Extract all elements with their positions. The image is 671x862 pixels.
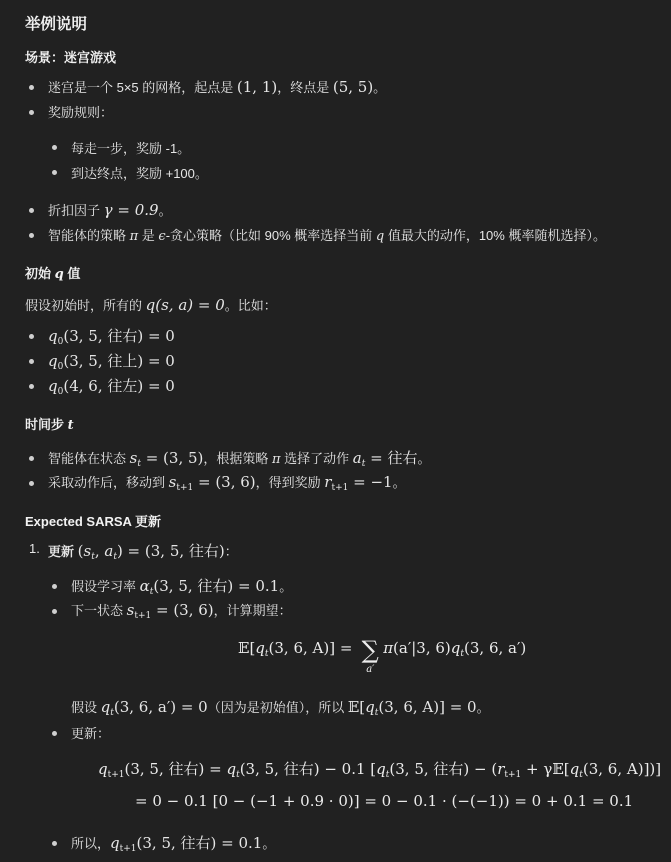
initial-q-heading	[25, 263, 80, 282]
eq1-part-d: + γ𝔼[	[521, 760, 570, 778]
ts2-state: = (3, 6)	[193, 473, 256, 491]
bullet	[29, 359, 34, 364]
ts1-state: = (3, 5)	[140, 449, 204, 467]
timestep-line-1: 智能体在状态 $s_t = (3$, 5)，根据策略 π 选择了动作 $a_t$ = 往右。	[48, 449, 431, 469]
bullet	[52, 584, 57, 589]
initial-q-args: (3, 5, 往上) = 0	[63, 352, 175, 370]
ts1-text-c: 选择了动作	[280, 451, 353, 466]
reward-goal: 到达终点，奖励 +100。	[71, 166, 208, 181]
policy-text-d: 值最大的动作，10% 概率随机选择）。	[384, 228, 606, 243]
expect-rhs-pi: (a′|3, 6)	[393, 639, 451, 657]
assume-text-a: 假设	[71, 700, 101, 715]
initial-q-args: (3, 5, 往右) = 0	[63, 327, 175, 345]
bullet	[29, 85, 34, 90]
maze-text-a: 迷宫是一个 5×5 的网格，起点是	[48, 80, 237, 95]
ts1-text-a: 智能体在状态	[48, 451, 130, 466]
bullet	[29, 384, 34, 389]
final-math: (3, 5, 往右) = 0.1	[136, 834, 263, 852]
assumption-line: 假设 $q_t(3$, 6, a′) = 0（因为是初始值），所以 $𝔼[q_t(3$, 6, A)] = 0。	[71, 698, 490, 718]
bullet	[52, 170, 57, 175]
policy-text-a: 智能体的策略	[48, 228, 130, 243]
next-state: 下一状态 $s_{t+1} = (3$, 6)，计算期望：	[71, 601, 292, 621]
ts2-text-c: 。	[392, 475, 406, 490]
initial-q-item: $q_0(3$, 5, 往右) = 0	[48, 327, 175, 347]
discount-factor	[48, 200, 172, 219]
eq1-part-e: (3, 6, A)])]	[582, 760, 662, 778]
bullet	[29, 456, 34, 461]
update-step-1: 更新 ($s_t$, $a_t) = (3$, 5, 往右)：	[48, 542, 238, 562]
ts2-reward: = −1	[348, 473, 393, 491]
initial-title-q: q	[54, 267, 64, 282]
ts1-text-d: 。	[417, 451, 431, 466]
ts2-text-a: 采取动作后，移动到	[48, 475, 169, 490]
timestep-heading	[25, 414, 74, 433]
policy-q: q	[375, 229, 385, 244]
maze-text-c: 。	[373, 80, 387, 95]
lr-text-b: 。	[279, 579, 293, 594]
initial-q-item: $q_0(4$, 6, 往左) = 0	[48, 377, 175, 397]
policy-text-b: 是	[138, 228, 159, 243]
reward-step: 每走一步，奖励 -1。	[71, 141, 191, 156]
page-title: 举例说明	[25, 16, 88, 33]
ts2-text-b: ，得到奖励	[255, 475, 325, 490]
expect-lhs: (3, 6, A)] =	[268, 639, 358, 657]
next-text-a: 下一状态	[71, 603, 127, 618]
discount-text-b: 。	[158, 203, 172, 218]
maze-text-b: ，终点是	[277, 80, 333, 95]
timestep-line-2: 采取动作后，移动到 $s_{t+1} = (3$, 6)，得到奖励 $r_{t+1} = -1$。	[48, 473, 406, 493]
bullet	[29, 110, 34, 115]
ts1-text-b: ，根据策略	[203, 451, 273, 466]
initial-title-b: 值	[63, 266, 81, 281]
list-number: 1.	[29, 541, 40, 556]
policy-text-c: -贪心策略（比如 90% 概率选择当前	[165, 228, 376, 243]
expectation-equation: $𝔼[q_t(3$, 6, A)] = ∑ a′ π(a′|3, $6)q_t(3$, 6, a′)	[238, 636, 527, 675]
expect-lhs-bracket: [	[249, 639, 256, 657]
update-step-colon: ：	[224, 544, 238, 559]
eq1-part-c: (3, 5, 往右) − (	[389, 760, 498, 778]
maze-end: (5, 5)	[332, 78, 374, 96]
bullet	[52, 731, 57, 736]
bullet	[29, 481, 34, 486]
update-step-math: ) = (3, 5, 往右)	[116, 542, 225, 560]
maze-start: (1, 1)	[236, 78, 278, 96]
initial-title-a: 初始	[25, 266, 55, 281]
reward-rule-label: 奖励规则：	[48, 105, 114, 120]
update-step-label: 更新	[48, 544, 78, 559]
intro-text-b: 。比如：	[224, 298, 277, 313]
bullet	[52, 841, 57, 846]
assume-text-b: （因为是初始值），所以	[207, 700, 348, 715]
bullet	[29, 233, 34, 238]
intro-math: q(s, a) = 0	[145, 296, 225, 314]
bullet	[29, 208, 34, 213]
update-label: 更新：	[71, 726, 111, 741]
update-equation-1: $q_{t+1}(3$, 5, 往右) = $q_t(3$, 5, 往右) − 0.1 [$q_t(3$, 5, 往右) − ($r_{t+1}$ + $\gamma 𝔼[q_t(3$, 6, A)])]	[98, 760, 662, 780]
lr-text-a: 假设学习率	[71, 579, 140, 594]
bullet	[52, 145, 57, 150]
lr-math: (3, 5, 往右) = 0.1	[153, 577, 280, 595]
bullet	[29, 334, 34, 339]
timestep-title-a: 时间步	[25, 417, 68, 432]
eq1-part-b: (3, 5, 往右) − 0.1 [	[239, 760, 377, 778]
assume-math: (3, 6, a′) = 0	[113, 698, 208, 716]
bullet	[52, 609, 57, 614]
assume-math-2: (3, 6, A)] = 0	[378, 698, 477, 716]
policy-epsilon: ϵ	[158, 229, 166, 244]
initial-intro	[25, 295, 277, 314]
scene-heading: 场景：迷宫游戏	[25, 50, 117, 65]
update-heading: Expected SARSA 更新	[25, 514, 162, 529]
maze-description	[48, 77, 386, 96]
expect-rhs-q: (3, 6, a′)	[464, 639, 527, 657]
next-math: = (3, 6)	[151, 601, 214, 619]
ts1-action: = 往右	[365, 449, 418, 467]
update-equation-2: = 0 − 0.1 [0 − (−1 + 0.9 · 0)] = 0 − 0.1 · (−(−1)) = 0 + 0.1 = 0.1	[135, 792, 634, 810]
learning-rate: 假设学习率 $\alpha_t(3$, 5, 往右) = 0.1。	[71, 577, 293, 597]
eq1-part-a: (3, 5, 往右) =	[124, 760, 227, 778]
initial-q-item: $q_0(3$, 5, 往上) = 0	[48, 352, 175, 372]
final-text-b: 。	[262, 836, 276, 851]
policy-pi: π	[129, 229, 139, 244]
intro-text-a: 假设初始时，所有的	[25, 298, 146, 313]
discount-math: γ = 0.9	[103, 201, 159, 219]
assume-text-c: 。	[476, 700, 490, 715]
policy-description	[48, 225, 606, 244]
initial-q-args: (4, 6, 往左) = 0	[63, 377, 175, 395]
final-result: 所以，$q_{t+1}(3$, 5, 往右) = 0.1。	[71, 834, 276, 854]
ts1-pi: π	[272, 452, 281, 467]
timestep-title-t: t	[67, 418, 74, 433]
next-text-b: ，计算期望：	[213, 603, 292, 618]
final-text-a: 所以，	[71, 836, 111, 851]
discount-text-a: 折扣因子	[48, 203, 104, 218]
